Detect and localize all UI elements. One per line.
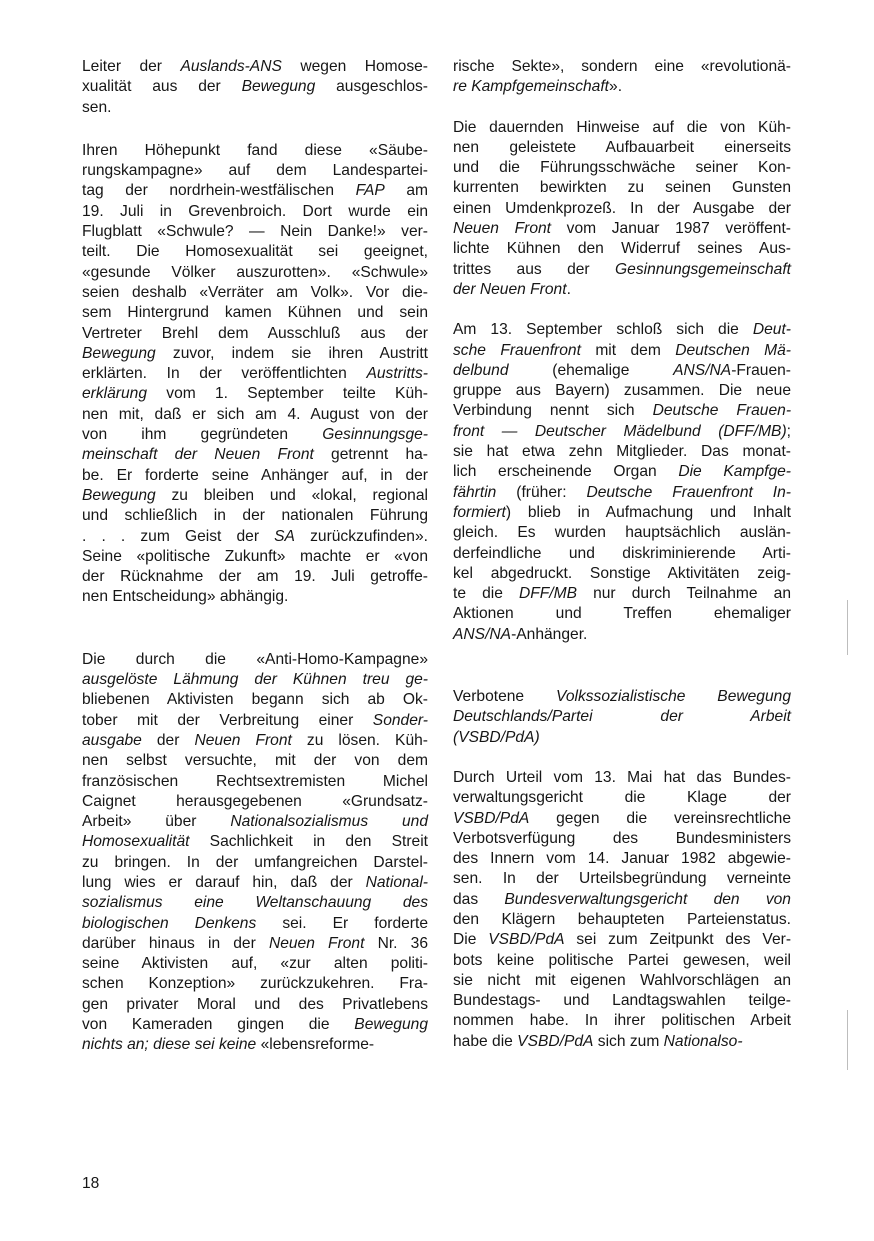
- text-line: Die VSBD/PdA sei zum Zeitpunkt des Ver-: [453, 931, 792, 949]
- text-line: tober mit der Verbreitung einer Sonder-: [82, 711, 428, 729]
- text-line: Aktionen und Treffen ehemaliger: [453, 605, 791, 623]
- text-line: Homosexualität Sachlichkeit in den Streit: [82, 833, 428, 851]
- text-line: nen Entscheidung» abhängig.: [82, 588, 289, 606]
- text-line: ausgabe der Neuen Front zu lösen. Küh-: [82, 731, 428, 749]
- text-line: den Klägern behaupteten Parteienstatus.: [453, 910, 791, 928]
- text-line: Seine «politische Zukunft» machte er «von: [82, 547, 428, 565]
- text-line: front — Deutscher Mädelbund (DFF/MB);: [453, 422, 791, 440]
- paragraph-gap: [453, 300, 791, 320]
- scan-edge-mark: [847, 1010, 848, 1070]
- text-line: französischen Rechtsextremisten Michel: [82, 772, 428, 790]
- text-line: nen selbst versuchte, mit der von dem: [82, 752, 428, 770]
- text-line: 19. Juli in Grevenbroich. Dort wurde ein: [82, 202, 428, 220]
- text-line: und die Führungsschwäche seiner Kon-: [453, 159, 791, 177]
- text-line: trittes aus der Gesinnungsgemeinschaft: [453, 260, 791, 278]
- text-line: Durch Urteil vom 13. Mai hat das Bundes-: [453, 768, 791, 786]
- text-line: Die durch die «Anti-Homo-Kampagne»: [82, 650, 428, 668]
- paragraph: [453, 118, 791, 301]
- paragraph: [453, 57, 791, 98]
- text-line: schen Konzeption» zurückzukehren. Fra-: [82, 975, 428, 993]
- text-line: Leiter der Auslands-ANS wegen Homose-: [82, 58, 428, 75]
- text-line: biologischen Denkens sei. Er forderte: [82, 914, 428, 932]
- text-line: sen. In der Urteilsbegründung verneinte: [453, 870, 791, 888]
- page-number: 18: [82, 1175, 100, 1192]
- paragraph: [82, 141, 428, 608]
- text-line: Vertreter Brehl dem Ausschluß aus der: [82, 324, 428, 342]
- text-line: (VSBD/PdA): [453, 728, 540, 746]
- text-line: nen mit, daß er sich am 4. August von der: [82, 405, 428, 423]
- text-line: teilt. Die Homosexualität sei geeignet,: [82, 243, 428, 261]
- left-column: [82, 57, 428, 1056]
- text-line: darüber hinaus in der Neuen Front Nr. 36: [82, 934, 428, 952]
- text-line: rische Sekte», sondern eine «revolutionä-: [453, 58, 791, 75]
- text-line: tag der nordrhein-westfälischen FAP am: [82, 182, 428, 200]
- text-line: Am 13. September schloß sich die Deut-: [453, 321, 791, 339]
- text-line: und schließlich in der nationalen Führung: [82, 507, 428, 525]
- text-line: lich erscheinende Organ Die Kampfge-: [453, 463, 791, 481]
- paragraph-gap: [453, 98, 791, 118]
- paragraph-gap: [82, 608, 428, 650]
- paragraph: [82, 57, 428, 118]
- text-line: Verbotsverfügung des Bundesministers: [453, 829, 791, 847]
- text-line: fährtin (früher: Deutsche Frauenfront In-: [453, 483, 791, 501]
- text-line: sen.: [82, 98, 112, 116]
- text-line: delbund (ehemalige ANS/NA-Frauen-: [453, 361, 791, 379]
- paragraph: [453, 687, 791, 748]
- text-line: Die dauernden Hinweise auf die von Küh-: [453, 118, 791, 136]
- text-line: von Kameraden gingen die Bewegung: [82, 1016, 428, 1034]
- text-line: Bewegung zuvor, indem sie ihren Austritt: [82, 344, 428, 362]
- text-line: das Bundesverwaltungsgericht den von: [453, 890, 791, 908]
- text-line: re Kampfgemeinschaft».: [453, 78, 623, 96]
- text-line: einen Umdenkprozeß. In der Ausgabe der: [453, 199, 791, 217]
- text-line: gleich. Es wurden hauptsächlich auslän-: [453, 524, 791, 542]
- text-line: des Innern vom 14. Januar 1982 abgewie-: [453, 850, 791, 868]
- text-line: nen geleistete Aufbauarbeit einerseits: [453, 138, 791, 156]
- text-line: der Rücknahme der am 19. Juli getroffe-: [82, 568, 428, 586]
- text-line: sie nicht mit eigenen Wahlvorschlägen an: [453, 971, 791, 989]
- text-line: Verbindung nennt sich Deutsche Frauen-: [453, 402, 792, 420]
- text-line: gen privater Moral und des Privatlebens: [82, 995, 428, 1013]
- text-line: bots keine politische Partei gewesen, weil: [453, 951, 791, 969]
- right-column: [453, 57, 791, 1052]
- text-line: xualität aus der Bewegung ausgeschlos-: [82, 78, 428, 96]
- text-line: kel abgedruckt. Sonstige Aktivitäten zeig-: [453, 564, 791, 582]
- text-line: Ihren Höhepunkt fand diese «Säube-: [82, 141, 428, 159]
- text-line: «gesunde Völker auszurotten». «Schwule»: [82, 263, 428, 281]
- text-line: Arbeit» über Nationalsozialismus und: [82, 813, 428, 831]
- paragraph-gap: [82, 118, 428, 141]
- scan-edge-mark: [847, 600, 848, 655]
- paragraph: [453, 320, 791, 645]
- text-line: sche Frauenfront mit dem Deutschen Mä-: [453, 341, 791, 359]
- text-line: ausgelöste Lähmung der Kühnen treu ge-: [82, 671, 428, 689]
- text-line: bliebenen Aktivisten begann sich ab Ok-: [82, 691, 428, 709]
- text-line: Bewegung zu bleiben und «lokal, regional: [82, 486, 428, 504]
- text-line: von ihm gegründeten Gesinnungsge-: [82, 426, 428, 444]
- text-line: nichts an; diese sei keine «lebensreforme-: [82, 1036, 375, 1054]
- text-line: . . . zum Geist der SA zurückzufinden».: [82, 527, 428, 545]
- paragraph-gap: [453, 748, 791, 768]
- text-line: seien deshalb «Verräter am Volk». Vor die-: [82, 283, 428, 301]
- text-line: zu bringen. In der umfangreichen Darstel-: [82, 853, 428, 871]
- text-line: verwaltungsgericht die Klage der: [453, 789, 791, 807]
- text-line: Bundestags- und Landtagswahlen teilge-: [453, 992, 791, 1010]
- text-line: kurrenten bewirkten zu seinen Gunsten: [453, 179, 791, 197]
- text-line: Verbotene Volkssozialistische Bewegung: [453, 688, 792, 706]
- text-line: nommen habe. In ihrer politischen Arbeit: [453, 1012, 791, 1030]
- text-line: rungskampagne» auf dem Landespartei-: [82, 162, 428, 180]
- paragraph: [453, 768, 791, 1052]
- text-line: sem Hintergrund kamen Kühnen und sein: [82, 304, 428, 322]
- text-line: meinschaft der Neuen Front getrennt ha-: [82, 446, 428, 464]
- text-line: Neuen Front vom Januar 1987 veröffent-: [453, 220, 791, 238]
- text-line: seine Aktivisten auf, «zur alten politi-: [82, 955, 428, 973]
- text-line: erklärten. In der veröffentlichten Austritts-: [82, 365, 428, 383]
- text-line: Deutschlands/Partei der Arbeit: [453, 708, 791, 726]
- text-line: derfeindliche und diskriminierende Arti-: [453, 544, 791, 562]
- text-line: be. Er forderte seine Anhänger auf, in der: [82, 466, 428, 484]
- text-line: te die DFF/MB nur durch Teilnahme an: [453, 585, 791, 603]
- text-line: formiert) blieb in Aufmachung und Inhalt: [453, 503, 791, 521]
- paragraph: [82, 650, 428, 1056]
- text-line: erklärung vom 1. September teilte Küh-: [82, 385, 428, 403]
- text-line: Caignet herausgegebenen «Grundsatz-: [82, 792, 428, 810]
- text-line: lung wies er darauf hin, daß der National-: [82, 873, 428, 891]
- text-line: lichte Kühnen den Widerruf seines Aus-: [453, 240, 791, 258]
- text-line: der Neuen Front.: [453, 280, 571, 298]
- text-line: ANS/NA-Anhänger.: [453, 625, 588, 643]
- text-line: gruppe aus Bayern) zusammen. Die neue: [453, 382, 791, 400]
- text-line: sozialismus eine Weltanschauung des: [82, 894, 428, 912]
- text-line: sie hat etwa zehn Mitglieder. Das monat-: [453, 443, 791, 461]
- text-line: Flugblatt «Schwule? — Nein Danke!» ver-: [82, 223, 428, 241]
- paragraph-gap: [453, 645, 791, 687]
- text-line: VSBD/PdA gegen die vereinsrechtliche: [453, 809, 791, 827]
- text-line: habe die VSBD/PdA sich zum Nationalso-: [453, 1032, 743, 1050]
